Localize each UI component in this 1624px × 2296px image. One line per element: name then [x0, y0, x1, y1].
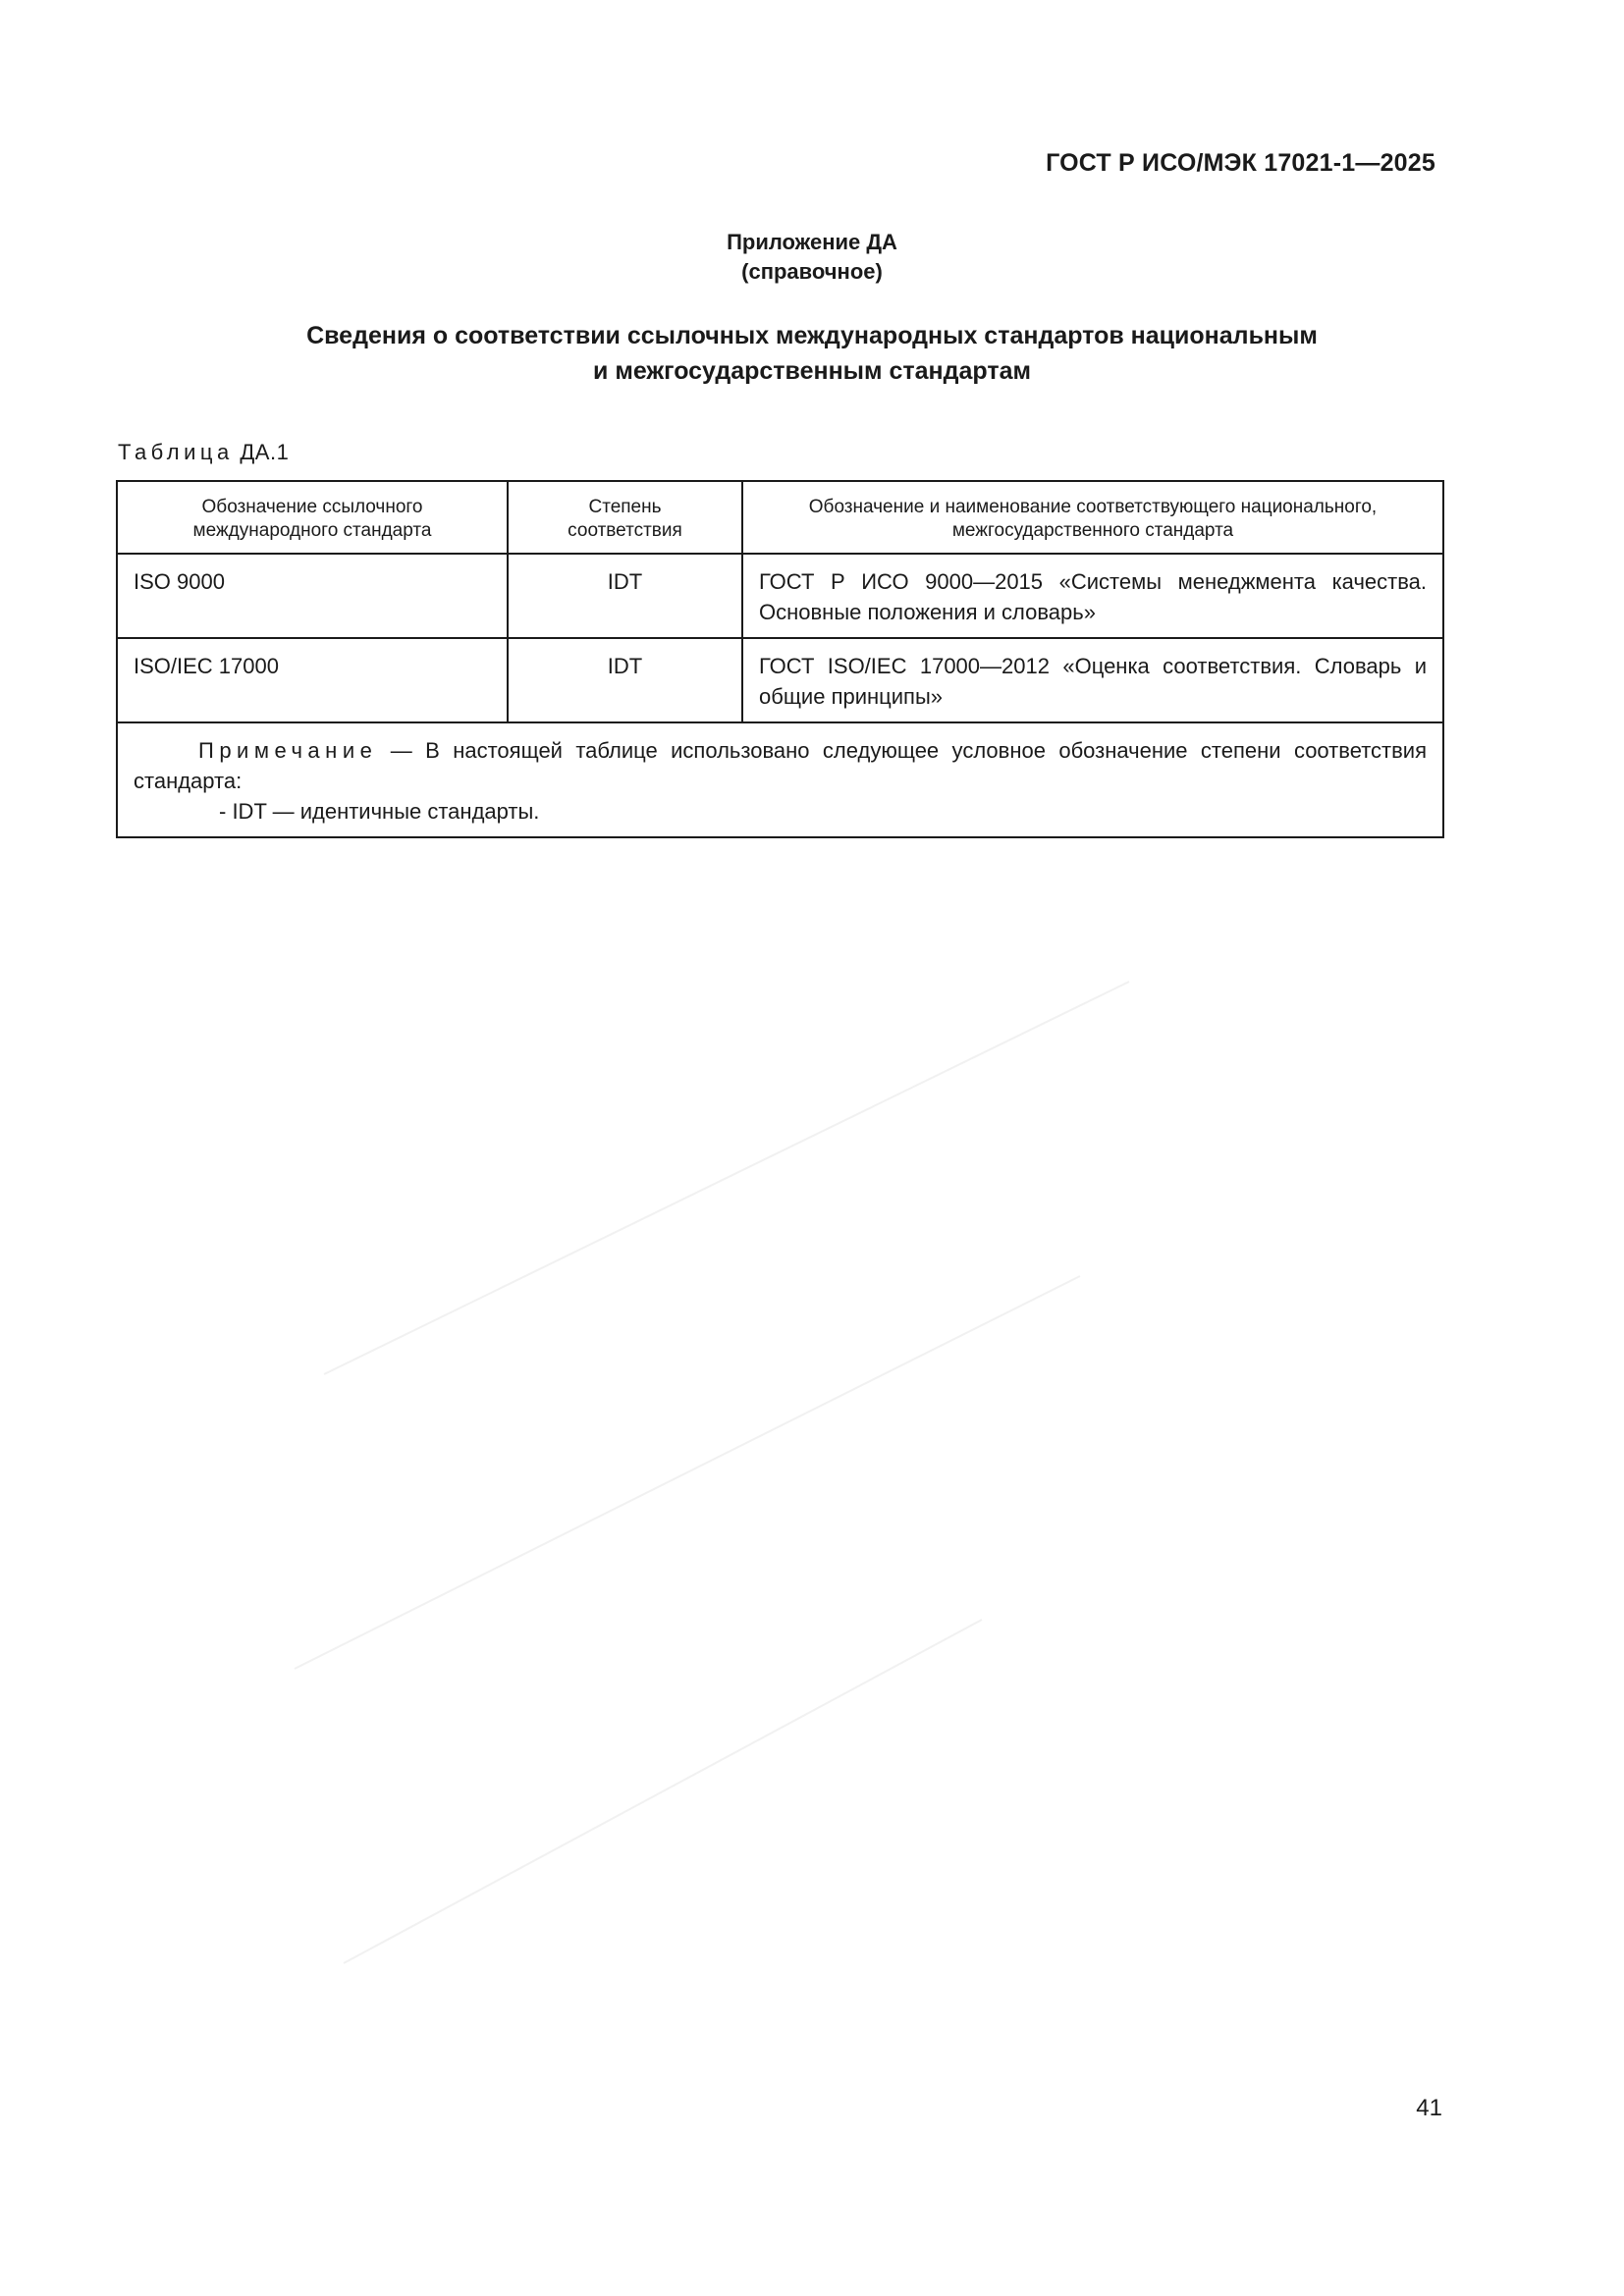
page-number: 41 [1416, 2095, 1442, 2121]
cell-degree: IDT [508, 638, 742, 722]
annex-title: Приложение ДА [727, 230, 897, 254]
annex-heading [0, 228, 1624, 287]
table-row [117, 638, 1443, 722]
column-header-line: Степень [588, 497, 662, 517]
column-header-designation [117, 481, 508, 554]
column-header-line: Обозначение ссылочного [201, 497, 423, 517]
table-header-row [117, 481, 1443, 554]
cell-national: ГОСТ Р ИСО 9000—2015 «Системы менеджмента качества. Основные положения и словарь» [742, 554, 1443, 638]
annex-subtitle: (справочное) [741, 259, 883, 284]
table-caption-number: ДА.1 [240, 440, 290, 464]
cell-designation: ISO 9000 [117, 554, 508, 638]
cell-degree: IDT [508, 554, 742, 638]
cell-national: ГОСТ ISO/IEC 17000—2012 «Оценка соответствия. Словарь и общие принципы» [742, 638, 1443, 722]
table-caption-word: Таблица [118, 440, 234, 464]
note-list-item: - IDT — идентичные стандарты. [219, 799, 540, 824]
cell-designation: ISO/IEC 17000 [117, 638, 508, 722]
table-row [117, 554, 1443, 638]
section-title-line1: Сведения о соответствии ссылочных международных стандартов национальным [306, 322, 1318, 349]
document-code: ГОСТ Р ИСО/МЭК 17021-1—2025 [1046, 149, 1435, 177]
note-label: Примечание [198, 738, 378, 763]
note-text: В настоящей таблице использовано следующее условное обозначение степени соответствия стандарта: [134, 738, 1428, 793]
column-header-line: международного стандарта [192, 520, 432, 541]
table-caption [118, 440, 289, 465]
note-paragraph [134, 735, 1427, 796]
note-dash: — [390, 738, 412, 763]
table-note-row [117, 722, 1443, 837]
section-title-line2: и межгосударственным стандартам [593, 357, 1031, 385]
standards-table [116, 480, 1444, 838]
section-title [0, 318, 1624, 389]
table-note [117, 722, 1443, 837]
column-header-national [742, 481, 1443, 554]
column-header-line: соответствия [568, 520, 682, 541]
column-header-degree [508, 481, 742, 554]
column-header-line: межгосударственного стандарта [951, 520, 1234, 541]
column-header-line: Обозначение и наименование соответствующего национального, [808, 497, 1378, 517]
